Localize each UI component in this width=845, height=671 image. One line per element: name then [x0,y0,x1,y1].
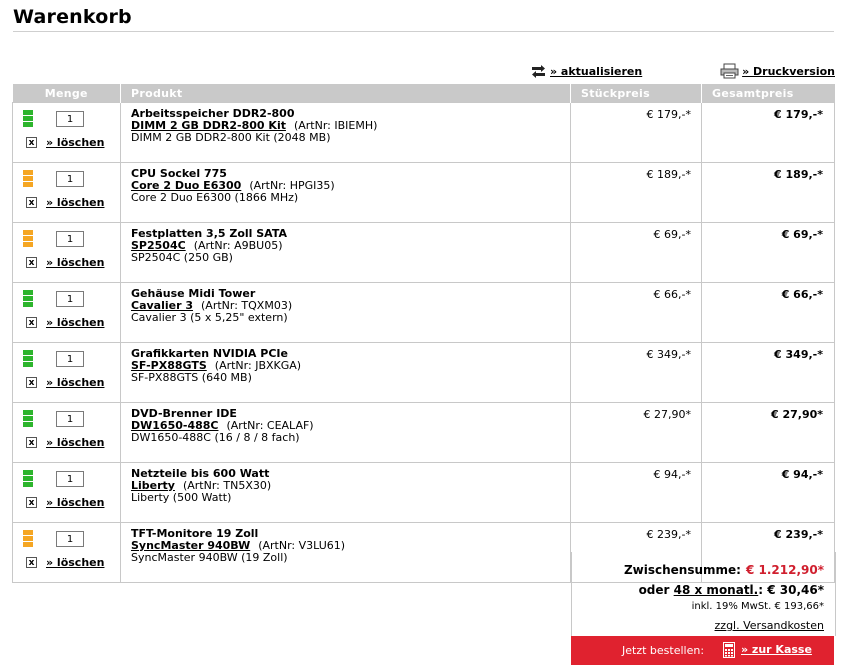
quantity-input[interactable] [56,351,84,367]
financing-colon: : [758,583,764,597]
product-link[interactable]: Core 2 Duo E6300 [131,179,242,192]
qty-cell [13,403,121,463]
qty-cell [13,163,121,223]
product-link[interactable]: Cavalier 3 [131,299,193,312]
artnr-suffix: ) [266,479,272,492]
total-price: € 69,-* [702,223,835,283]
order-summary [571,552,836,636]
delete-link[interactable]: » löschen [46,556,105,569]
product-artnr: HPGI35 [289,179,331,192]
product-description: DIMM 2 GB DDR2-800 Kit (2048 MB) [131,131,331,144]
artnr-prefix: (ArtNr: [193,239,235,252]
unit-price: € 94,-* [571,463,702,523]
financing-prefix: oder [638,583,670,597]
qty-cell [13,223,121,283]
cart-actions [530,62,835,82]
product-artnr: A9BU05 [234,239,279,252]
quantity-input[interactable] [56,171,84,187]
stock-status-icon [23,230,33,247]
cart-row [13,343,835,403]
total-price: € 66,-* [702,283,835,343]
delete-icon[interactable]: x [26,197,37,208]
product-artnr: JBXKGA [255,359,297,372]
delete-link[interactable]: » löschen [46,196,105,209]
cart-row [13,103,835,163]
delete-icon[interactable]: x [26,137,37,148]
refresh-link[interactable] [530,65,642,78]
artnr-suffix: ) [287,299,293,312]
subtotal-value: € 1.212,90* [745,563,824,577]
product-artnr: V3LU61 [298,539,341,552]
unit-price: € 189,-* [571,163,702,223]
artnr-prefix: (ArtNr: [249,179,290,192]
delete-icon[interactable]: x [26,557,37,568]
delete-icon[interactable]: x [26,317,37,328]
product-link[interactable]: SF-PX88GTS [131,359,207,372]
product-description: SF-PX88GTS (640 MB) [131,371,252,384]
product-description: Cavalier 3 (5 x 5,25" extern) [131,311,288,324]
total-price: € 189,-* [702,163,835,223]
unit-price: € 239,-* [571,523,702,583]
product-link[interactable]: DW1650-488C [131,419,219,432]
product-cell [121,343,571,403]
total-price: € 27,90* [702,403,835,463]
delete-link[interactable]: » löschen [46,436,105,449]
calculator-icon [723,642,735,658]
cart-row [13,403,835,463]
cart-items [13,103,835,583]
product-category: Gehäuse Midi Tower [131,287,256,300]
cart-row [13,283,835,343]
artnr-prefix: (ArtNr: [293,119,335,132]
col-header-unit-price: Stückpreis [571,84,702,103]
quantity-input[interactable] [56,471,84,487]
product-description: DW1650-488C (16 / 8 / 8 fach) [131,431,300,444]
unit-price: € 179,-* [571,103,702,163]
qty-cell [13,283,121,343]
product-cell [121,403,571,463]
cart-table [12,84,835,583]
unit-price: € 27,90* [571,403,702,463]
financing-value: € 30,46* [767,583,824,597]
artnr-suffix: ) [278,239,283,252]
product-category: TFT-Monitore 19 Zoll [131,527,259,540]
stock-status-icon [23,530,33,547]
product-link[interactable]: SP2504C [131,239,186,252]
unit-price: € 66,-* [571,283,702,343]
title-divider [13,31,834,32]
quantity-input[interactable] [56,291,84,307]
checkout-bar [571,636,834,665]
product-link[interactable]: Liberty [131,479,175,492]
cart-row [13,223,835,283]
stock-status-icon [23,290,33,307]
artnr-prefix: (ArtNr: [201,299,242,312]
subtotal-label: Zwischensumme: [623,563,741,577]
shipping-costs-link[interactable]: zzgl. Versandkosten [714,619,824,632]
product-description: Liberty (500 Watt) [131,491,232,504]
artnr-prefix: (ArtNr: [258,539,299,552]
qty-cell [13,343,121,403]
artnr-suffix: ) [373,119,378,132]
printer-icon [720,63,739,79]
quantity-input[interactable] [56,531,84,547]
artnr-suffix: ) [309,419,314,432]
unit-price: € 349,-* [571,343,702,403]
checkout-link[interactable]: » zur Kasse [741,643,812,656]
total-price: € 94,-* [702,463,835,523]
col-header-qty: Menge [13,84,121,103]
stock-status-icon [23,170,33,187]
product-cell [121,283,571,343]
quantity-input[interactable] [56,111,84,127]
artnr-suffix: ) [340,539,346,552]
subtotal-line [624,563,824,577]
product-category: Festplatten 3,5 Zoll SATA [131,227,288,240]
product-cell [121,163,571,223]
product-category: DVD-Brenner IDE [131,407,237,420]
artnr-suffix: ) [330,179,335,192]
cart-row [13,463,835,523]
stock-status-icon [23,110,33,127]
product-description: SyncMaster 940BW (19 Zoll) [131,551,288,564]
product-cell [121,463,571,523]
qty-cell [13,523,121,583]
delete-icon[interactable]: x [26,377,37,388]
col-header-total-price: Gesamtpreis [702,84,835,103]
stock-status-icon [23,410,33,427]
product-artnr: IBIEMH [334,119,374,132]
product-link[interactable]: DIMM 2 GB DDR2-800 Kit [131,119,286,132]
product-cell [121,223,571,283]
product-category: Grafikkarten NVIDIA PCIe [131,347,288,360]
artnr-suffix: ) [296,359,302,372]
print-label: » Druckversion [742,64,835,78]
delete-icon[interactable]: x [26,497,37,508]
artnr-prefix: (ArtNr: [226,419,267,432]
total-price: € 239,-* [702,523,835,583]
delete-icon[interactable]: x [26,437,37,448]
stock-status-icon [23,350,33,367]
quantity-input[interactable] [56,411,84,427]
unit-price: € 69,-* [571,223,702,283]
qty-cell [13,103,121,163]
product-artnr: TN5X30 [223,479,267,492]
product-artnr: TQXM03 [241,299,288,312]
financing-link[interactable]: 48 x monatl. [673,583,759,597]
checkout-label: Jetzt bestellen: [622,644,705,657]
print-link[interactable] [720,63,835,79]
delete-link[interactable]: » löschen [46,496,105,509]
artnr-prefix: (ArtNr: [182,479,224,492]
delete-icon[interactable]: x [26,257,37,268]
vat-text: inkl. 19% MwSt. € 193,66* [691,601,824,612]
product-description: SP2504C (250 GB) [131,251,233,264]
product-description: Core 2 Duo E6300 (1866 MHz) [131,191,299,204]
product-category: CPU Sockel 775 [131,167,227,180]
product-cell [121,103,571,163]
delete-link[interactable]: » löschen [46,316,105,329]
qty-cell [13,463,121,523]
product-category: Arbeitsspeicher DDR2-800 [131,107,295,120]
product-link[interactable]: SyncMaster 940BW [131,539,251,552]
artnr-prefix: (ArtNr: [214,359,256,372]
financing-line [639,583,824,597]
delete-link[interactable]: » löschen [46,376,105,389]
delete-link[interactable]: » löschen [46,136,105,149]
cart-row [13,163,835,223]
refresh-icon [530,65,547,78]
col-header-product: Produkt [121,84,571,103]
cart-header-row [13,84,835,103]
stock-status-icon [23,470,33,487]
delete-link[interactable]: » löschen [46,256,105,269]
total-price: € 349,-* [702,343,835,403]
product-category: Netzteile bis 600 Watt [131,467,270,480]
total-price: € 179,-* [702,103,835,163]
refresh-label: » aktualisieren [550,65,643,78]
product-cell [121,523,571,583]
product-artnr: CEALAF [266,419,310,432]
quantity-input[interactable] [56,231,84,247]
page-title: Warenkorb [13,6,132,28]
